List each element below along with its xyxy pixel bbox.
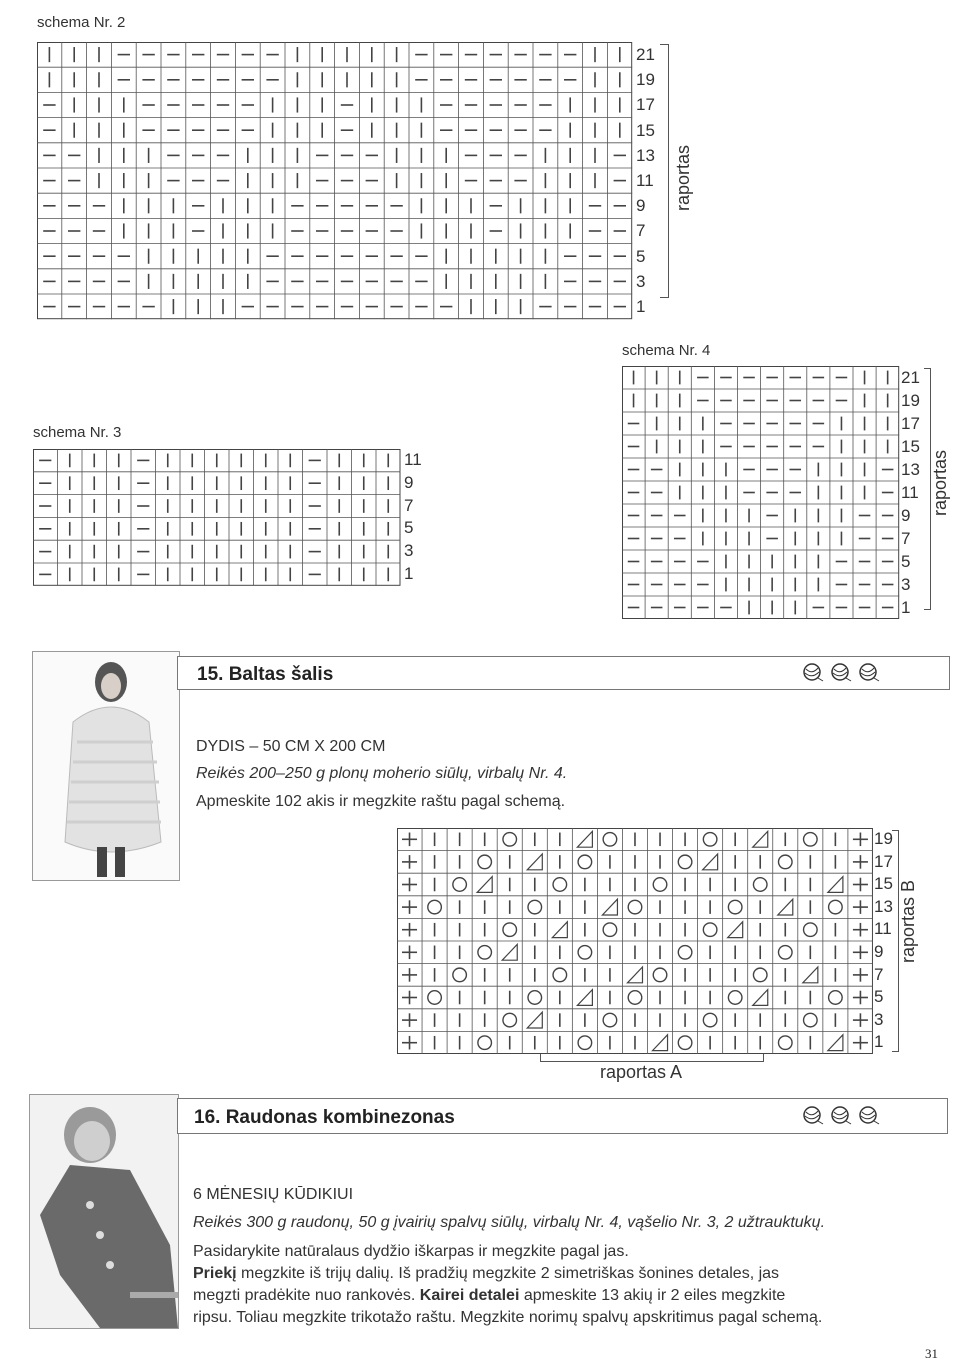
row-number: 9 <box>404 472 414 492</box>
section-15-size: DYDIS – 50 CM X 200 CM <box>196 738 386 755</box>
schema-2-raportas-label: raportas <box>673 145 693 212</box>
row-number: 9 <box>901 506 911 525</box>
row-number: 1 <box>901 598 911 617</box>
section-16-title: 16. Raudonas kombinezonas <box>194 1107 455 1128</box>
schema-2-bracket <box>660 44 669 298</box>
row-number: 15 <box>901 437 920 456</box>
schema-3-chart <box>33 449 401 586</box>
section-16-line3 <box>193 1285 785 1307</box>
row-number: 11 <box>874 919 892 939</box>
section-16-line4: ripsu. Toliau megzkite trikotažo raštu. Megzkite norimų spalvų apskritimus pagal schemą. <box>193 1309 823 1326</box>
section-16-line2-rest: megzkite iš trijų dalių. Iš pradžių megzkite 2 simetriškas šonines detales, jas <box>236 1265 780 1282</box>
row-number: 19 <box>874 829 893 848</box>
section-15-instructions: Apmeskite 102 akis ir megzkite raštu pagal schemą. <box>196 793 566 810</box>
row-number: 5 <box>404 518 414 538</box>
row-number: 9 <box>874 942 884 961</box>
schema-4-chart <box>622 366 900 620</box>
yarn-ball-icon <box>802 1105 824 1125</box>
row-number: 21 <box>636 45 655 64</box>
section-15-title: 15. Baltas šalis <box>197 664 334 685</box>
row-number: 15 <box>874 874 893 894</box>
row-number: 15 <box>636 120 655 140</box>
row-number: 17 <box>874 851 893 871</box>
row-number: 7 <box>404 495 414 515</box>
schema-3-grid <box>33 449 401 586</box>
row-number: 3 <box>874 1009 884 1029</box>
row-number: 1 <box>874 1032 884 1052</box>
section-16-line3-rest: apmeskite 13 akių ir 2 eiles megzkite <box>519 1287 786 1304</box>
row-number: 5 <box>874 987 884 1007</box>
row-number: 1 <box>404 564 414 583</box>
schema-4-label: schema Nr. 4 <box>622 342 711 359</box>
row-number: 13 <box>901 460 920 479</box>
schema-4-raportas-label: raportas <box>930 450 950 517</box>
shawl-photo-illustration <box>33 652 179 880</box>
row-number: 19 <box>901 391 920 410</box>
schema-3-label: schema Nr. 3 <box>33 424 122 441</box>
row-number: 7 <box>636 221 646 241</box>
row-number: 7 <box>901 529 911 548</box>
baby-photo-illustration <box>30 1095 178 1328</box>
yarn-ball-icon <box>858 662 880 682</box>
row-number: 17 <box>636 95 655 115</box>
section-16-line2 <box>193 1263 779 1285</box>
section-15-chart <box>397 828 873 1054</box>
section-15-raportas-b: raportas B <box>898 880 918 964</box>
row-number: 5 <box>901 552 911 571</box>
row-number: 17 <box>901 414 920 433</box>
row-number: 3 <box>404 541 414 561</box>
row-number: 13 <box>636 145 655 165</box>
yarn-ball-icon <box>830 1105 852 1125</box>
section-15-materials: Reikės 200–250 g plonų moherio siūlų, virbalų Nr. 4. <box>196 765 568 782</box>
baby-photo <box>29 1094 179 1329</box>
row-number: 3 <box>901 575 911 594</box>
section-16-line2-bold: Priekį <box>193 1265 237 1282</box>
row-number: 3 <box>636 271 646 291</box>
row-number: 13 <box>874 896 893 916</box>
section-16-line1: Pasidarykite natūralaus dydžio iškarpas ir megzkite pagal jas. <box>193 1243 629 1260</box>
schema-2-label: schema Nr. 2 <box>37 14 126 31</box>
section-15-yarn-rating <box>802 662 880 682</box>
row-number: 9 <box>636 196 646 216</box>
section-15-chart-grid <box>397 828 873 1054</box>
yarn-ball-icon <box>802 662 824 682</box>
row-number: 11 <box>901 483 919 502</box>
page-number: 31 <box>925 1346 938 1361</box>
schema-4-grid <box>622 366 900 620</box>
section-16-yarn-rating <box>802 1105 880 1125</box>
section-16-materials: Reikės 300 g raudonų, 50 g įvairių spalvų siūlų, virbalų Nr. 4, vąšelio Nr. 3, 2 užtrauktukų. <box>193 1214 826 1231</box>
row-number: 11 <box>636 171 654 190</box>
row-number: 19 <box>636 70 655 90</box>
section-15-bracket-a <box>540 1054 764 1062</box>
schema-2-grid <box>37 42 633 320</box>
section-15-raportas-a: raportas A <box>600 1062 683 1082</box>
yarn-ball-icon <box>830 662 852 682</box>
row-number: 11 <box>404 450 422 469</box>
row-number: 5 <box>636 246 646 266</box>
section-16-line3-start: megzti pradėkite nuo rankovės. <box>193 1287 420 1304</box>
row-number: 21 <box>901 368 920 387</box>
section-16-age: 6 MĖNESIŲ KŪDIKIUI <box>193 1186 354 1203</box>
row-number: 1 <box>636 297 646 316</box>
schema-2-chart <box>37 42 633 320</box>
shawl-photo <box>32 651 180 881</box>
yarn-ball-icon <box>858 1105 880 1125</box>
section-16-line3-bold: Kairei detalei <box>419 1287 520 1304</box>
row-number: 7 <box>874 964 884 984</box>
